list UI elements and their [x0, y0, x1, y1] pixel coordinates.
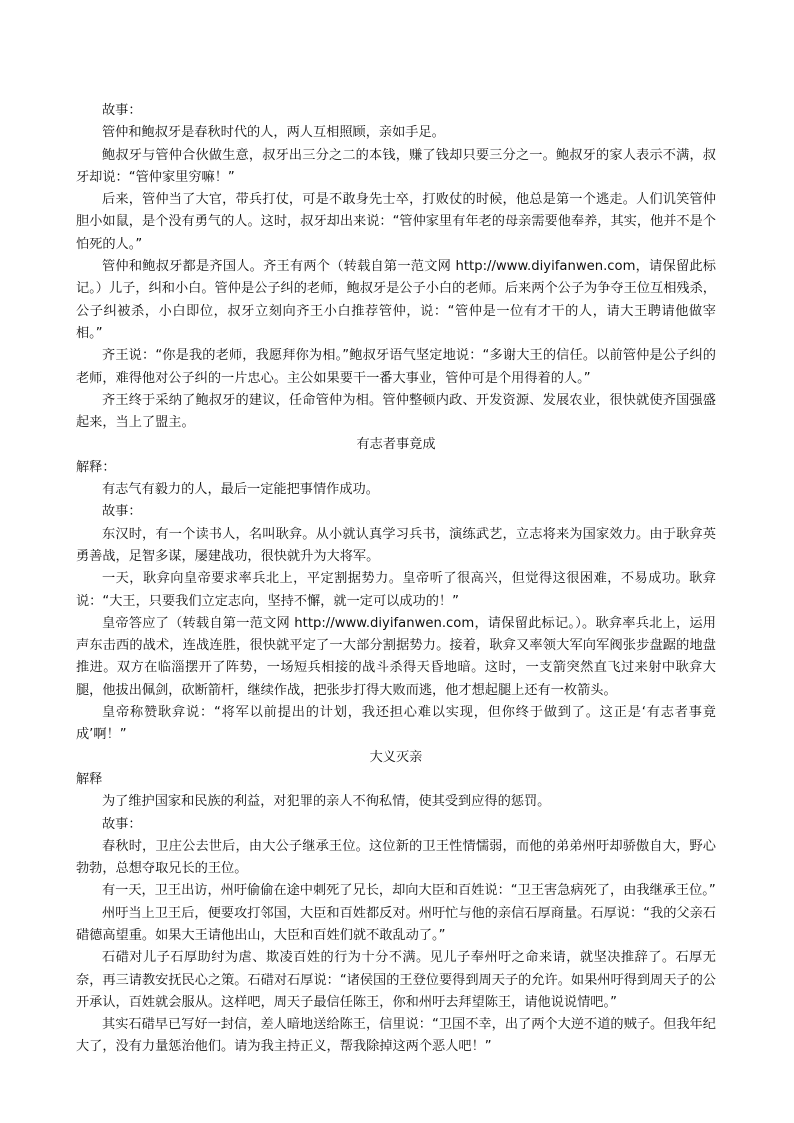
paragraph: 故事： — [102, 816, 142, 832]
paragraph: 春秋时，卫庄公去世后，由大公子继承王位。这位新的卫王性情懦弱，而他的弟弟州吁却骄傲自大，野心勃勃，总想夺取兄长的王位。 — [76, 838, 716, 877]
paragraph: 皇帝答应了（转载自第一范文网 http://www.diyifanwen.com，请保留此标记。）。耿弇率兵北上，运用声东击西的战术，连战连胜，很快就平定了一大部分割据势力。接着，耿弇又率领大军向军阀张步盘踞的地盘推进。双方在临淄摆开了阵势，一场短兵相接的战斗杀得天昏地暗。这时，一支箭突然直飞过来射中耿弇大腿，他拔出佩剑，砍断箭杆，继续作战，把张步打得大败而逃，他才想起腿上还有一枚箭头。 — [76, 615, 716, 698]
section-title: 大义灭亲 — [369, 749, 423, 765]
paragraph: 齐王终于采纳了鲍叔牙的建议，任命管仲为相。管仲整顿内政、开发资源、发展农业，很快就使齐国强盛起来，当上了盟主。 — [76, 392, 716, 431]
paragraph-label: 解释： — [76, 459, 116, 475]
paragraph: 其实石碏早已写好一封信，差人暗地送给陈王，信里说：“卫国不幸，出了两个大逆不道的贼子。但我年纪大了，没有力量惩治他们。请为我主持正义，帮我除掉这两个恶人吧！” — [76, 1017, 716, 1055]
section-title: 有志者事竟成 — [356, 437, 436, 453]
paragraph: 州吁当上卫王后，便要攻打邻国，大臣和百姓都反对。州吁忙与他的亲信石厚商量。石厚说：“我的父亲石碏德高望重。如果大王请他出山，大臣和百姓们就不敢乱动了。” — [76, 905, 716, 943]
paragraph: 管仲和鲍叔牙是春秋时代的人，两人互相照顾，亲如手足。 — [102, 125, 445, 141]
document-page — [76, 100, 716, 1059]
paragraph: 故事： — [102, 103, 142, 118]
paragraph: 一天，耿弇向皇帝要求率兵北上，平定割据势力。皇帝听了很高兴，但觉得这很困难，不易成功。耿弇说：“大王，只要我们立定志向，坚持不懈，就一定可以成功的！” — [76, 571, 716, 609]
paragraph: 石碏对儿子石厚助纣为虐、欺凌百姓的行为十分不满。见儿子奉州吁之命来请，就坚决推辞了。石厚无奈，再三请教安抚民心之策。石碏对石厚说：“诸侯国的王登位要得到周天子的允许。如果州吁得到周天子的公开承认，百姓就会服从。这样吧，周天子最信任陈王，你和州吁去拜望陈王，请他说说情吧。” — [76, 950, 716, 1010]
paragraph: 故事： — [102, 504, 142, 520]
paragraph: 皇帝称赞耿弇说：“将军以前提出的计划，我还担心难以实现，但你终于做到了。这正是‘有志者事竟成’啊！” — [76, 705, 716, 743]
paragraph: 有一天，卫王出访，州吁偷偷在途中刺死了兄长，却向大臣和百姓说：“卫王害急病死了，由我继承王位。” — [102, 883, 716, 899]
paragraph: 为了维护国家和民族的利益，对犯罪的亲人不徇私情，使其受到应得的惩罚。 — [102, 794, 551, 810]
paragraph: 鲍叔牙与管仲合伙做生意，叔牙出三分之二的本钱，赚了钱却只要三分之一。鲍叔牙的家人表示不满，叔牙却说：“管仲家里穷嘛！” — [76, 147, 716, 185]
paragraph: 东汉时，有一个读书人，名叫耿弇。从小就认真学习兵书，演练武艺，立志将来为国家效力。由于耿弇英勇善战，足智多谋，屡建战功，很快就升为大将军。 — [76, 526, 716, 564]
paragraph: 后来，管仲当了大官，带兵打仗，可是不敢身先士卒，打败仗的时候，他总是第一个逃走。人们讥笑管仲胆小如鼠，是个没有勇气的人。这时，叔牙却出来说：“管仲家里有年老的母亲需要他奉养，其实，他并不是个怕死的人。” — [76, 192, 716, 252]
paragraph: 齐王说：“你是我的老师，我愿拜你为相。”鲍叔牙语气坚定地说：“多谢大王的信任。以前管仲是公子纠的老师，难得他对公子纠的一片忠心。主公如果要干一番大事业，管仲可是个用得着的人。” — [76, 348, 716, 386]
paragraph: 管仲和鲍叔牙都是齐国人。齐王有两个（转载自第一范文网 http://www.diyifanwen.com，请保留此标记。）儿子，纠和小白。管仲是公子纠的老师，鲍叔牙是公子小白的老师。后来两个公子为争夺王位互相残杀，公子纠被杀，小白即位，叔牙立刻向齐王小白推荐管仲，说：“管仲是一位有才干的人，请大王聘请他做宰相。” — [76, 259, 716, 341]
paragraph: 有志气有毅力的人，最后一定能把事情作成功。 — [102, 482, 379, 498]
paragraph-label: 解释 — [76, 771, 103, 787]
